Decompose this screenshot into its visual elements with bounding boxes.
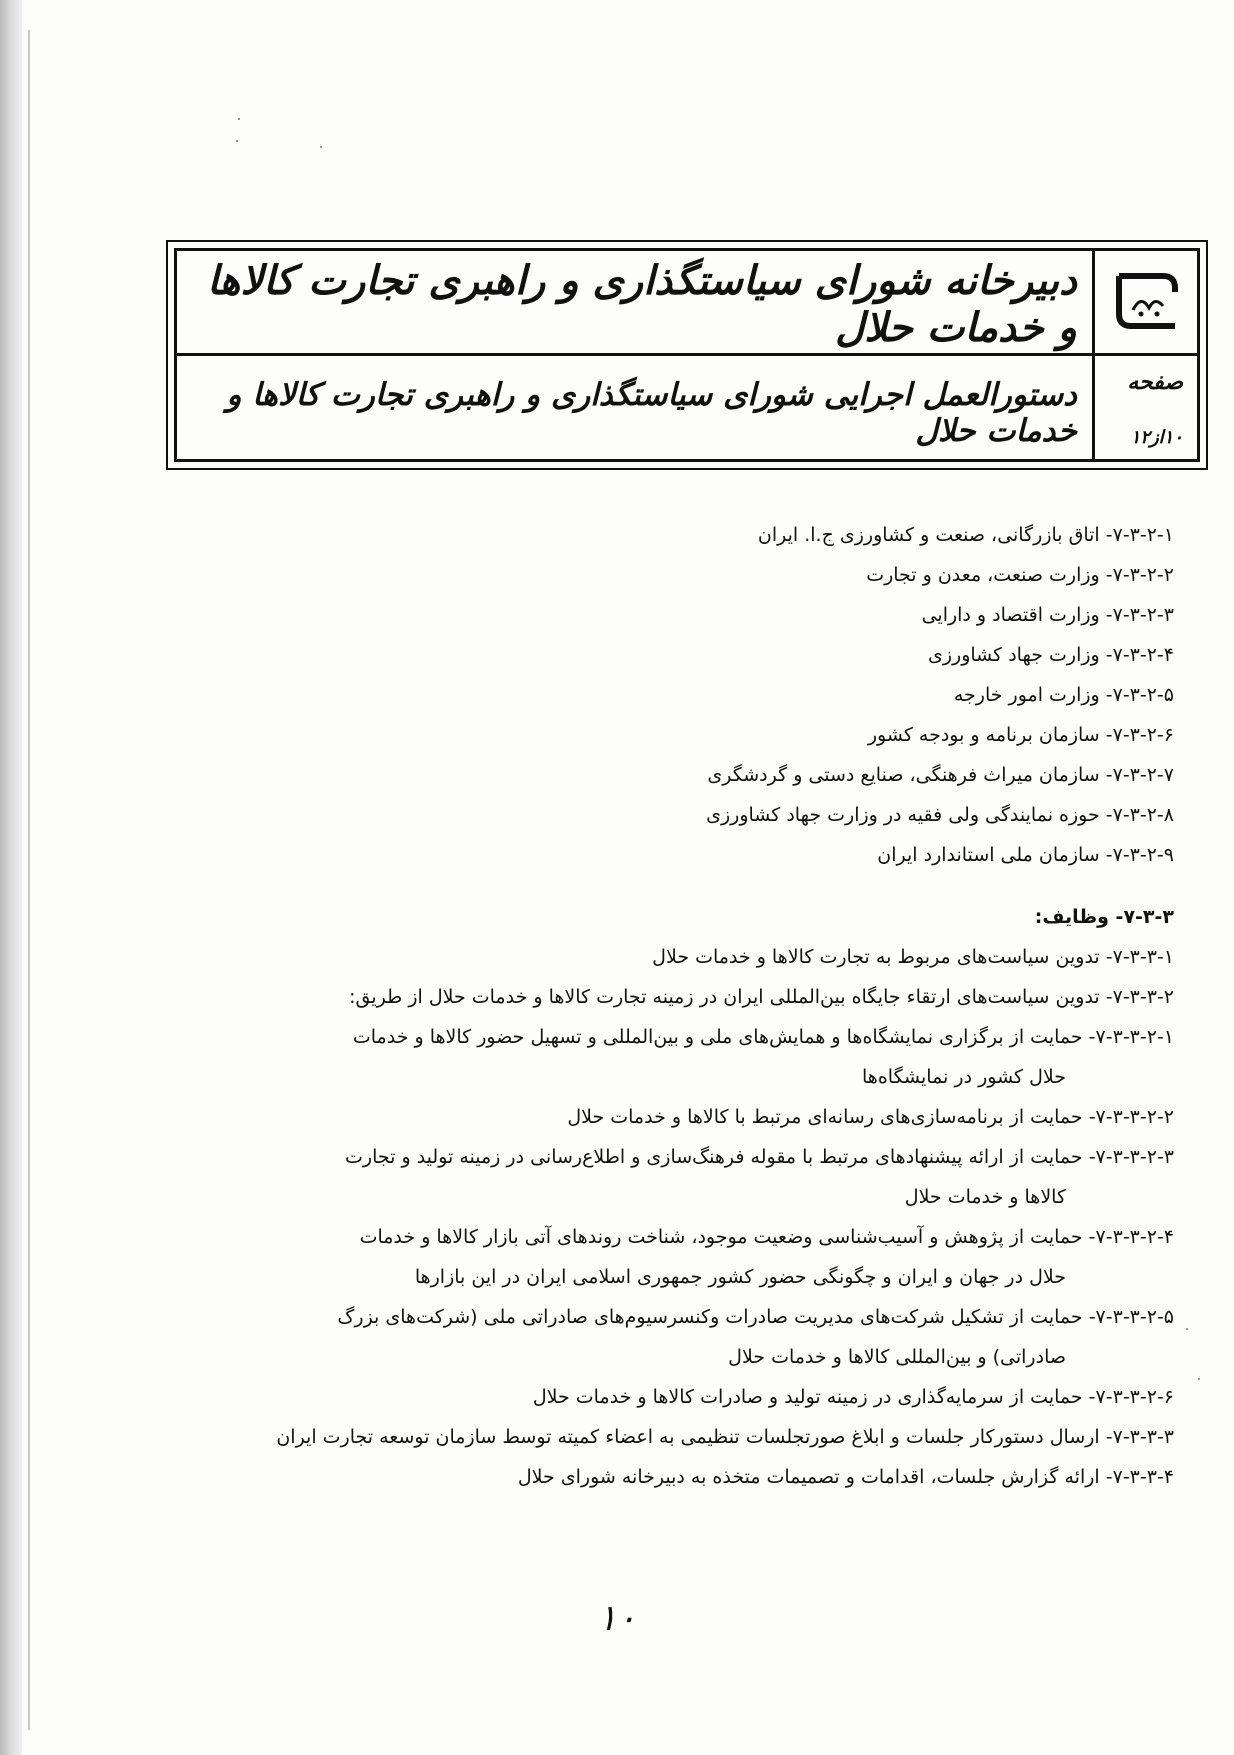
document-header-frame	[174, 248, 1200, 462]
duties-list	[154, 937, 1174, 1497]
members-list	[154, 515, 1174, 875]
page-info-cell	[1097, 355, 1197, 467]
duty-continuation-line: حلال کشور در نمایشگاه‌ها	[862, 1066, 1066, 1088]
header-column-divider	[1092, 251, 1095, 459]
list-item: ۷-۳-۲-۱- اتاق بازرگانی، صنعت و کشاورزی ج.ا. ایران	[757, 524, 1174, 546]
duty-continuation-line: کالاها و خدمات حلال	[904, 1186, 1066, 1208]
page-label: صفحه	[1127, 369, 1183, 395]
document-body	[154, 515, 1174, 1497]
scan-fold-line	[28, 30, 30, 1730]
logo	[1097, 251, 1197, 351]
duty-item: ۷-۳-۳-۲- تدوین سیاست‌های ارتقاء جایگاه بین‌المللی ایران در زمینه تجارت کالاها و خدمات حلال از طریق:	[349, 986, 1174, 1008]
duty-item: ۷-۳-۳-۲-۲- حمایت از برنامه‌سازی‌های رسانه‌ای مرتبط با کالاها و خدمات حلال	[567, 1106, 1174, 1128]
duty-continuation-line: صادراتی) و بین‌المللی کالاها و خدمات حلال	[728, 1346, 1066, 1368]
duty-item: ۷-۳-۳-۲-۳- حمایت از ارائه پیشنهادهای مرتبط با مقوله فرهنگ‌سازی و اطلاع‌رسانی در زمینه تولید و تجارت	[345, 1146, 1174, 1168]
header-row-divider	[177, 353, 1197, 356]
scan-left-edge	[0, 0, 22, 1755]
list-item: ۷-۳-۲-۵- وزارت امور خارجه	[953, 684, 1174, 706]
duty-item: ۷-۳-۳-۱- تدوین سیاست‌های مربوط به تجارت کالاها و خدمات حلال	[652, 946, 1174, 968]
list-item: ۷-۳-۲-۹- سازمان ملی استاندارد ایران	[877, 844, 1174, 866]
duty-item: ۷-۳-۳-۲-۱- حمایت از برگزاری نمایشگاه‌ها و همایش‌های ملی و بین‌المللی و تسهیل حضور کالاها و خدمات	[352, 1026, 1174, 1048]
document-header	[166, 240, 1208, 470]
header-subtitle: دستورالعمل اجرایی شورای سیاستگذاری و راهبری تجارت کالاها و خدمات حلال	[226, 377, 1077, 449]
list-item: ۷-۳-۲-۴- وزارت جهاد کشاورزی	[928, 644, 1174, 666]
duties-heading: ۷-۳-۳- وظایف:	[1034, 906, 1174, 928]
list-item: ۷-۳-۲-۷- سازمان میراث فرهنگی، صنایع دستی و گردشگری	[707, 764, 1174, 786]
page-footer-number: ۱۰	[597, 1598, 637, 1639]
header-title: دبیرخانه شورای سیاستگذاری و راهبری تجارت کالاها و خدمات حلال	[207, 257, 1077, 351]
list-item: ۷-۳-۲-۳- وزارت اقتصاد و دارایی	[921, 604, 1174, 626]
list-item: ۷-۳-۲-۶- سازمان برنامه و بودجه کشور	[867, 724, 1174, 746]
duty-item: ۷-۳-۳-۲-۶- حمایت از سرمایه‌گذاری در زمینه تولید و صادرات کالاها و خدمات حلال	[532, 1386, 1174, 1408]
iranian-standard-logo-icon	[1111, 270, 1183, 332]
duty-continuation-line: حلال در جهان و ایران و چگونگی حضور کشور جمهوری اسلامی ایران در این بازارها	[414, 1266, 1066, 1288]
duty-item: ۷-۳-۳-۴- ارائه گزارش جلسات، اقدامات و تصمیمات متخذه به دبیرخانه شورای حلال	[517, 1466, 1174, 1488]
duty-item: ۷-۳-۳-۲-۵- حمایت از تشکیل شرکت‌های مدیریت صادرات وکنسرسیوم‌های صادراتی ملی (شرکت‌های بزرگ	[337, 1306, 1174, 1328]
list-item: ۷-۳-۲-۸- حوزه نمایندگی ولی فقیه در وزارت جهاد کشاورزی	[706, 804, 1174, 826]
page-number: ۱۰از۱۲	[1130, 427, 1183, 448]
duty-item: ۷-۳-۳-۳- ارسال دستورکار جلسات و ابلاغ صورتجلسات تنظیمی به اعضاء کمیته توسط سازمان توسعه تجارت ایران	[276, 1426, 1174, 1448]
duty-item: ۷-۳-۳-۲-۴- حمایت از پژوهش و آسیب‌شناسی وضعیت موجود، شناخت روندهای آتی بازار کالاها و خدمات	[359, 1226, 1174, 1248]
list-item: ۷-۳-۲-۲- وزارت صنعت، معدن و تجارت	[866, 564, 1174, 586]
